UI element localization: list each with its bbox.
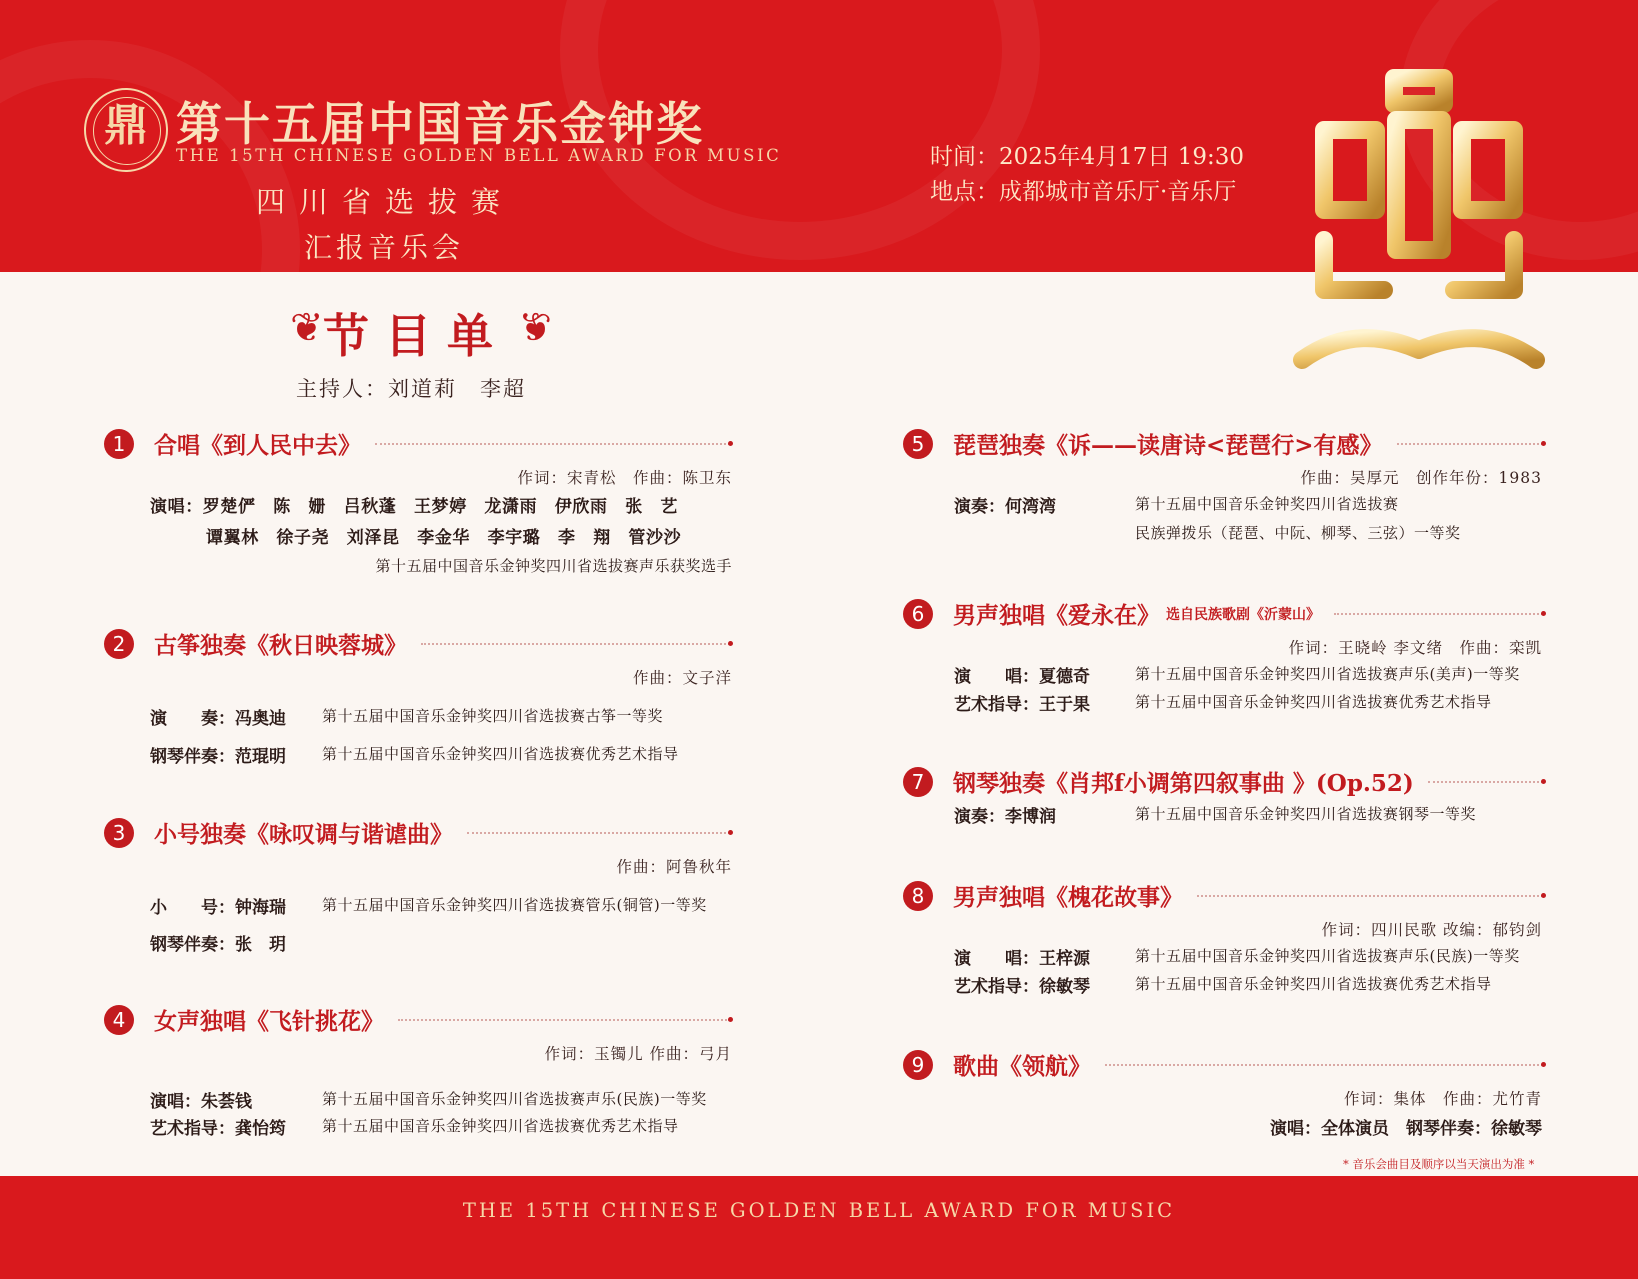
performer-role: 演 唱： bbox=[954, 949, 1039, 969]
golden-bell-emblem-icon bbox=[1284, 60, 1554, 390]
programme-item-9 bbox=[903, 1048, 1543, 1081]
item-credit: 作词：集体 作曲：尤竹青 bbox=[1343, 1090, 1542, 1108]
item-title: 女声独唱《飞针挑花》 bbox=[154, 1008, 384, 1035]
event-place: 地点：成都城市音乐厅·音乐厅 bbox=[930, 179, 1237, 205]
item-number: 8 bbox=[903, 881, 933, 911]
event-time: 时间：2025年4月17日 19:30 bbox=[930, 144, 1245, 170]
performer-role: 演 唱： bbox=[954, 667, 1039, 687]
performer-role: 钢琴伴奏： bbox=[150, 935, 235, 955]
performer-name: 王于果 bbox=[1039, 695, 1090, 715]
item-credit: 作曲：阿鲁秋年 bbox=[616, 858, 732, 876]
award-text: 第十五届中国音乐金钟奖四川省选拔赛 bbox=[1135, 495, 1399, 513]
item-number: 9 bbox=[903, 1050, 933, 1080]
performer-line bbox=[954, 802, 1056, 827]
item-title: 钢琴独奏《肖邦f小调第四叙事曲 》(Op.52) bbox=[953, 770, 1414, 797]
performer-name: 龚怡筠 bbox=[235, 1119, 286, 1139]
item-title: 男声独唱《槐花故事》 bbox=[953, 884, 1183, 911]
performer-line bbox=[954, 662, 1090, 687]
award-text: 第十五届中国音乐金钟奖四川省选拔赛古筝一等奖 bbox=[322, 707, 664, 725]
item-number: 1 bbox=[104, 429, 134, 459]
award-title-en: THE 15TH CHINESE GOLDEN BELL AWARD FOR MUSIC bbox=[176, 146, 782, 165]
award-text: 民族弹拨乐（琵琶、中阮、柳琴、三弦）一等奖 bbox=[1135, 524, 1461, 542]
dotted-leader bbox=[1334, 613, 1543, 615]
award-text: 第十五届中国音乐金钟奖四川省选拔赛优秀艺术指导 bbox=[1135, 975, 1492, 993]
hosts: 主持人：刘道莉 李超 bbox=[296, 377, 526, 401]
performer-line bbox=[150, 1114, 286, 1139]
item-title: 歌曲《领航》 bbox=[953, 1053, 1091, 1080]
award-text: 第十五届中国音乐金钟奖四川省选拔赛优秀艺术指导 bbox=[1135, 693, 1492, 711]
performer-name: 钟海瑞 bbox=[235, 898, 286, 918]
item-credit: 作词：四川民歌 改编：郁钧剑 bbox=[1321, 921, 1542, 939]
award-text: 第十五届中国音乐金钟奖四川省选拔赛优秀艺术指导 bbox=[322, 745, 679, 763]
programme-item-5 bbox=[903, 427, 1543, 460]
item-number: 5 bbox=[903, 429, 933, 459]
item-credit: 作曲：吴厚元 创作年份：1983 bbox=[1300, 469, 1542, 487]
dotted-leader bbox=[1105, 1064, 1543, 1066]
performer-line bbox=[954, 690, 1090, 715]
laurel-left-icon: ❦ bbox=[290, 305, 324, 351]
dotted-leader bbox=[421, 643, 730, 645]
item-title: 男声独唱《爱永在》 bbox=[953, 602, 1160, 629]
performer-name: 张 玥 bbox=[235, 935, 286, 955]
performer-role: 艺术指导： bbox=[954, 977, 1039, 997]
performer-name: 徐敏琴 bbox=[1039, 977, 1090, 997]
item-credit: 作词：宋青松 作曲：陈卫东 bbox=[517, 469, 732, 487]
award-text: 第十五届中国音乐金钟奖四川省选拔赛管乐(铜管)一等奖 bbox=[322, 896, 707, 914]
dotted-leader bbox=[1397, 443, 1543, 445]
dotted-leader bbox=[467, 832, 730, 834]
performer-line bbox=[954, 492, 1056, 517]
programme-item-1 bbox=[104, 427, 730, 460]
performer-line bbox=[954, 944, 1090, 969]
item-number: 7 bbox=[903, 767, 933, 797]
item-title: 古筝独奏《秋日映蓉城》 bbox=[154, 632, 407, 659]
performer-name: 夏德奇 bbox=[1039, 667, 1090, 687]
award-text: 第十五届中国音乐金钟奖四川省选拔赛声乐(美声)一等奖 bbox=[1135, 665, 1520, 683]
performer-line bbox=[150, 742, 286, 767]
golden-bell-logo-icon: 鼎 bbox=[104, 100, 148, 151]
dotted-leader bbox=[375, 443, 730, 445]
event-subtitle: 四川省选拔赛 bbox=[256, 185, 515, 219]
item-number: 2 bbox=[104, 629, 134, 659]
programme-note: * 音乐会曲目及顺序以当天演出为准 * bbox=[1343, 1157, 1535, 1171]
performer-line bbox=[150, 930, 286, 955]
dotted-leader bbox=[1428, 781, 1543, 783]
performer-role: 演奏： bbox=[954, 807, 1005, 827]
award-text: 第十五届中国音乐金钟奖四川省选拔赛声乐获奖选手 bbox=[375, 557, 732, 575]
performer-name: 朱荟钱 bbox=[201, 1092, 252, 1112]
performer-role: 演唱： bbox=[150, 1092, 201, 1112]
award-text: 第十五届中国音乐金钟奖四川省选拔赛声乐(民族)一等奖 bbox=[322, 1090, 707, 1108]
dotted-leader bbox=[1197, 895, 1543, 897]
performer-name: 李博润 bbox=[1005, 807, 1056, 827]
performer-line: 演唱：罗楚俨 陈 姗 吕秋蓬 王梦婷 龙潇雨 伊欣雨 张 艺 bbox=[150, 497, 678, 517]
footer-banner bbox=[0, 1176, 1638, 1279]
performer-role: 艺术指导： bbox=[150, 1119, 235, 1139]
performer-line bbox=[954, 972, 1090, 997]
programme-item-8 bbox=[903, 879, 1543, 912]
performer-line bbox=[150, 1087, 252, 1112]
item-number: 6 bbox=[903, 599, 933, 629]
performer-role: 钢琴伴奏： bbox=[150, 747, 235, 767]
item-title: 合唱《到人民中去》 bbox=[154, 432, 361, 459]
performer-name: 何湾湾 bbox=[1005, 497, 1056, 517]
award-title-cn: 第十五届中国音乐金钟奖 bbox=[176, 97, 704, 151]
event-subtitle-concert: 汇报音乐会 bbox=[304, 231, 465, 264]
performer-line bbox=[150, 893, 286, 918]
programme-item-2 bbox=[104, 627, 730, 660]
performer-line: 演唱：全体演员 钢琴伴奏：徐敏琴 bbox=[1270, 1119, 1542, 1139]
performer-name: 范琨明 bbox=[235, 747, 286, 767]
item-credit: 作词：玉镯儿 作曲：弓月 bbox=[544, 1045, 732, 1063]
programme-title: 节目单 bbox=[323, 309, 509, 363]
item-number: 3 bbox=[104, 818, 134, 848]
item-credit: 作曲：文子洋 bbox=[632, 669, 732, 687]
performer-line bbox=[150, 704, 286, 729]
performer-role: 艺术指导： bbox=[954, 695, 1039, 715]
award-text: 第十五届中国音乐金钟奖四川省选拔赛钢琴一等奖 bbox=[1135, 805, 1477, 823]
laurel-right-icon: ❦ bbox=[518, 305, 552, 351]
programme-item-7 bbox=[903, 765, 1543, 798]
programme-item-3 bbox=[104, 816, 730, 849]
performer-role: 小 号： bbox=[150, 898, 235, 918]
award-text: 第十五届中国音乐金钟奖四川省选拔赛优秀艺术指导 bbox=[322, 1117, 679, 1135]
programme-item-4 bbox=[104, 1003, 730, 1036]
item-title: 小号独奏《咏叹调与谐谑曲》 bbox=[154, 821, 453, 848]
performer-name: 王梓源 bbox=[1039, 949, 1090, 969]
dotted-leader bbox=[398, 1019, 730, 1021]
award-text: 第十五届中国音乐金钟奖四川省选拔赛声乐(民族)一等奖 bbox=[1135, 947, 1520, 965]
performer-role: 演奏： bbox=[954, 497, 1005, 517]
performer-name: 冯奥迪 bbox=[235, 709, 286, 729]
item-number: 4 bbox=[104, 1005, 134, 1035]
item-title: 琵琶独奏《诉——读唐诗<琵琶行>有感》 bbox=[953, 432, 1383, 459]
item-credit: 作词：王晓岭 李文绪 作曲：栾凯 bbox=[1288, 639, 1542, 657]
performer-line: 谭翼林 徐子尧 刘泽昆 李金华 李宇璐 李 翔 管沙沙 bbox=[206, 528, 682, 548]
item-subtitle: 选自民族歌剧《沂蒙山》 bbox=[1166, 606, 1320, 623]
performer-role: 演 奏： bbox=[150, 709, 235, 729]
programme-item-6 bbox=[903, 597, 1543, 630]
footer-title: THE 15TH CHINESE GOLDEN BELL AWARD FOR MUSIC bbox=[462, 1199, 1176, 1222]
